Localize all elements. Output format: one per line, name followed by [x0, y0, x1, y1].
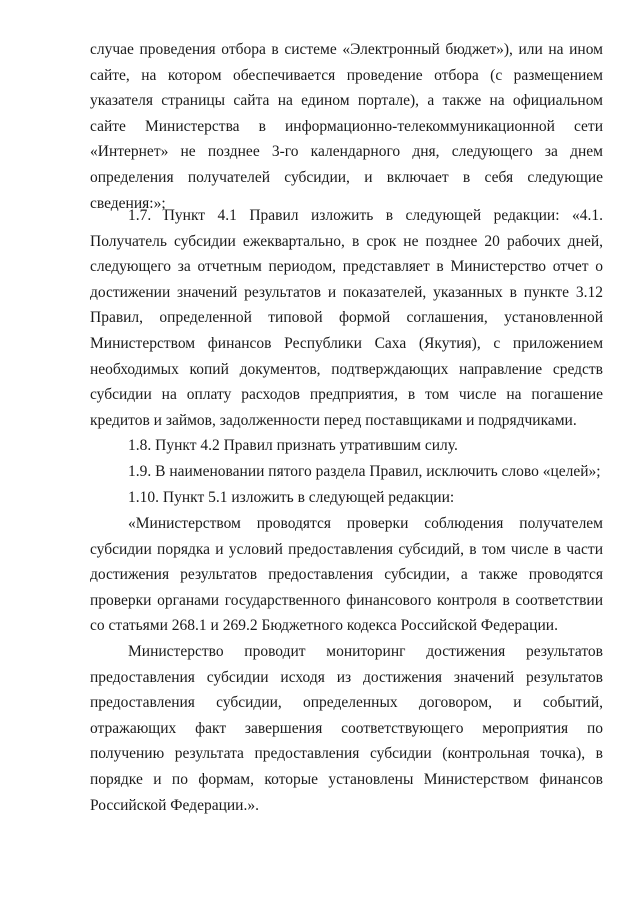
paragraph-1-7: 1.7. Пункт 4.1 Правил изложить в следующей редакции: «4.1. Получатель субсидии ежеквартально, в срок не позднее 20 рабочих дней, следующего за отчетным периодом, представляет в Министерство отчет о достижении значений результатов и показателей, указанных в пункте 3.12 Правил, определенной типовой формой соглашения, установленной Министерством финансов Республики Саха (Якутия), с приложением необходимых копий документов, подтверждающих направление средств субсидии на оплату расходов предприятия, в том числе на погашение кредитов и займов, задолженности перед поставщиками и подрядчиками.	[90, 207, 603, 429]
paragraph-quote-2: Министерство проводит мониторинг достижения результатов предоставления субсидии исходя из достижения значений результатов предоставления субсидии, определенных договором, и событий, отражающих факт завершения соответствующего мероприятия по получению результата предоставления субсидии (контрольная точка), в порядке и по формам, которые установлены Министерством финансов Российской Федерации.».	[90, 643, 603, 814]
paragraph-continuation: случае проведения отбора в системе «Электронный бюджет»), или на ином сайте, на котором обеспечивается проведение отбора (с размещением указателя страницы сайта на едином портале), а также на официальном сайте Министерства в информационно-телекоммуникационной сети «Интернет» не позднее 3-го календарного дня, следующего за днем определения получателей субсидии, и включает в себя следующие сведения:»;	[90, 41, 603, 212]
paragraph-quote-1: «Министерством проводятся проверки соблюдения получателем субсидии порядка и условий предоставления субсидий, в том числе в части достижения результатов предоставления субсидии, а также проводятся проверки органами государственного финансового контроля в соответствии со статьями 268.1 и 269.2 Бюджетного кодекса Российской Федерации.	[90, 515, 603, 635]
paragraph-1-8: 1.8. Пункт 4.2 Правил признать утратившим силу.	[128, 437, 458, 454]
paragraph-1-9: 1.9. В наименовании пятого раздела Правил, исключить слово «целей»;	[128, 463, 601, 480]
paragraph-1-10: 1.10. Пункт 5.1 изложить в следующей редакции:	[128, 489, 455, 506]
